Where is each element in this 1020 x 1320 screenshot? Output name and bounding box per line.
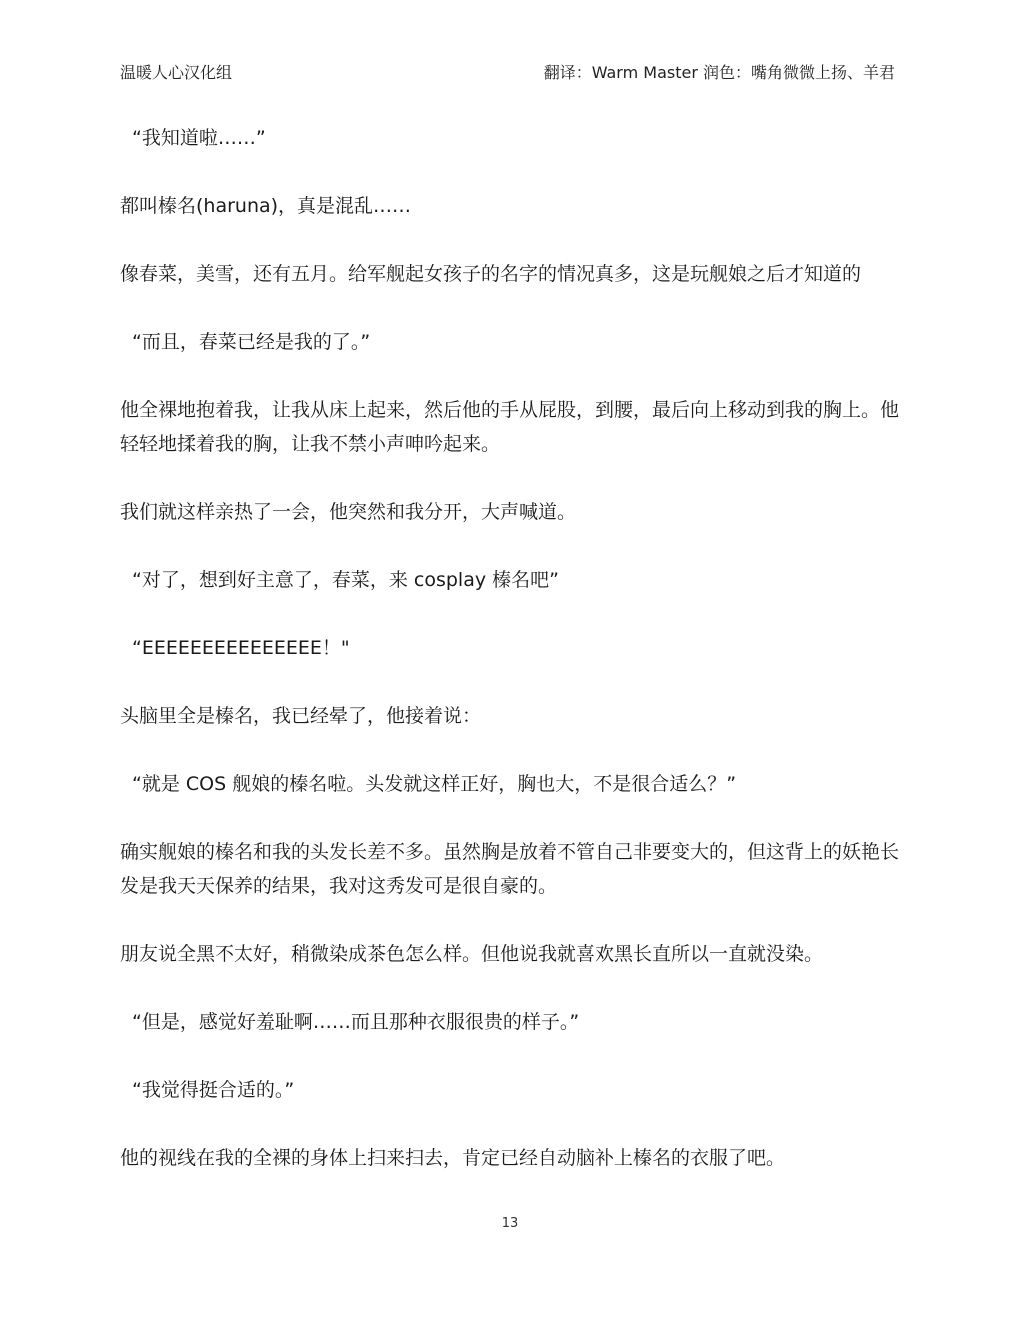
paragraph: “我知道啦……” <box>132 127 266 149</box>
paragraph: “就是 COS 舰娘的榛名啦。头发就这样正好，胸也大，不是很合适么？” <box>132 773 737 795</box>
paragraph: 他全裸地抱着我，让我从床上起来，然后他的手从屁股，到腰，最后向上移动到我的胸上。他轻轻地揉着我的胸，让我不禁小声呻吟起来。 <box>120 399 900 455</box>
translator-credits: 翻译：Warm Master 润色：嘴角微微上扬、羊君 <box>543 63 895 82</box>
paragraph: “对了，想到好主意了，春菜，来 cosplay 榛名吧” <box>132 569 559 591</box>
paragraph: 他的视线在我的全裸的身体上扫来扫去，肯定已经自动脑补上榛名的衣服了吧。 <box>120 1147 786 1169</box>
page-header <box>120 60 895 84</box>
paragraph: “但是，感觉好羞耻啊……而且那种衣服很贵的样子。” <box>132 1011 580 1033</box>
body-text <box>120 121 910 1209</box>
paragraph: 朋友说全黑不太好，稍微染成茶色怎么样。但他说我就喜欢黑长直所以一直就没染。 <box>120 943 824 965</box>
paragraph: “EEEEEEEEEEEEEEE！" <box>132 637 350 659</box>
page-number: 13 <box>501 1216 519 1231</box>
paragraph: 确实舰娘的榛名和我的头发长差不多。虽然胸是放着不管自己非要变大的，但这背上的妖艳长发是我天天保养的结果，我对这秀发可是很自豪的。 <box>120 841 900 897</box>
paragraph: 我们就这样亲热了一会，他突然和我分开，大声喊道。 <box>120 501 577 523</box>
paragraph: 像春菜，美雪，还有五月。给军舰起女孩子的名字的情况真多，这是玩舰娘之后才知道的 <box>120 263 862 285</box>
group-name: 温暖人心汉化组 <box>120 63 233 82</box>
paragraph: “而且，春菜已经是我的了。” <box>132 331 371 353</box>
paragraph: 都叫榛名(haruna)，真是混乱…… <box>120 195 412 217</box>
paragraph: 头脑里全是榛名，我已经晕了，他接着说： <box>120 705 482 727</box>
paragraph: “我觉得挺合适的。” <box>132 1079 295 1101</box>
